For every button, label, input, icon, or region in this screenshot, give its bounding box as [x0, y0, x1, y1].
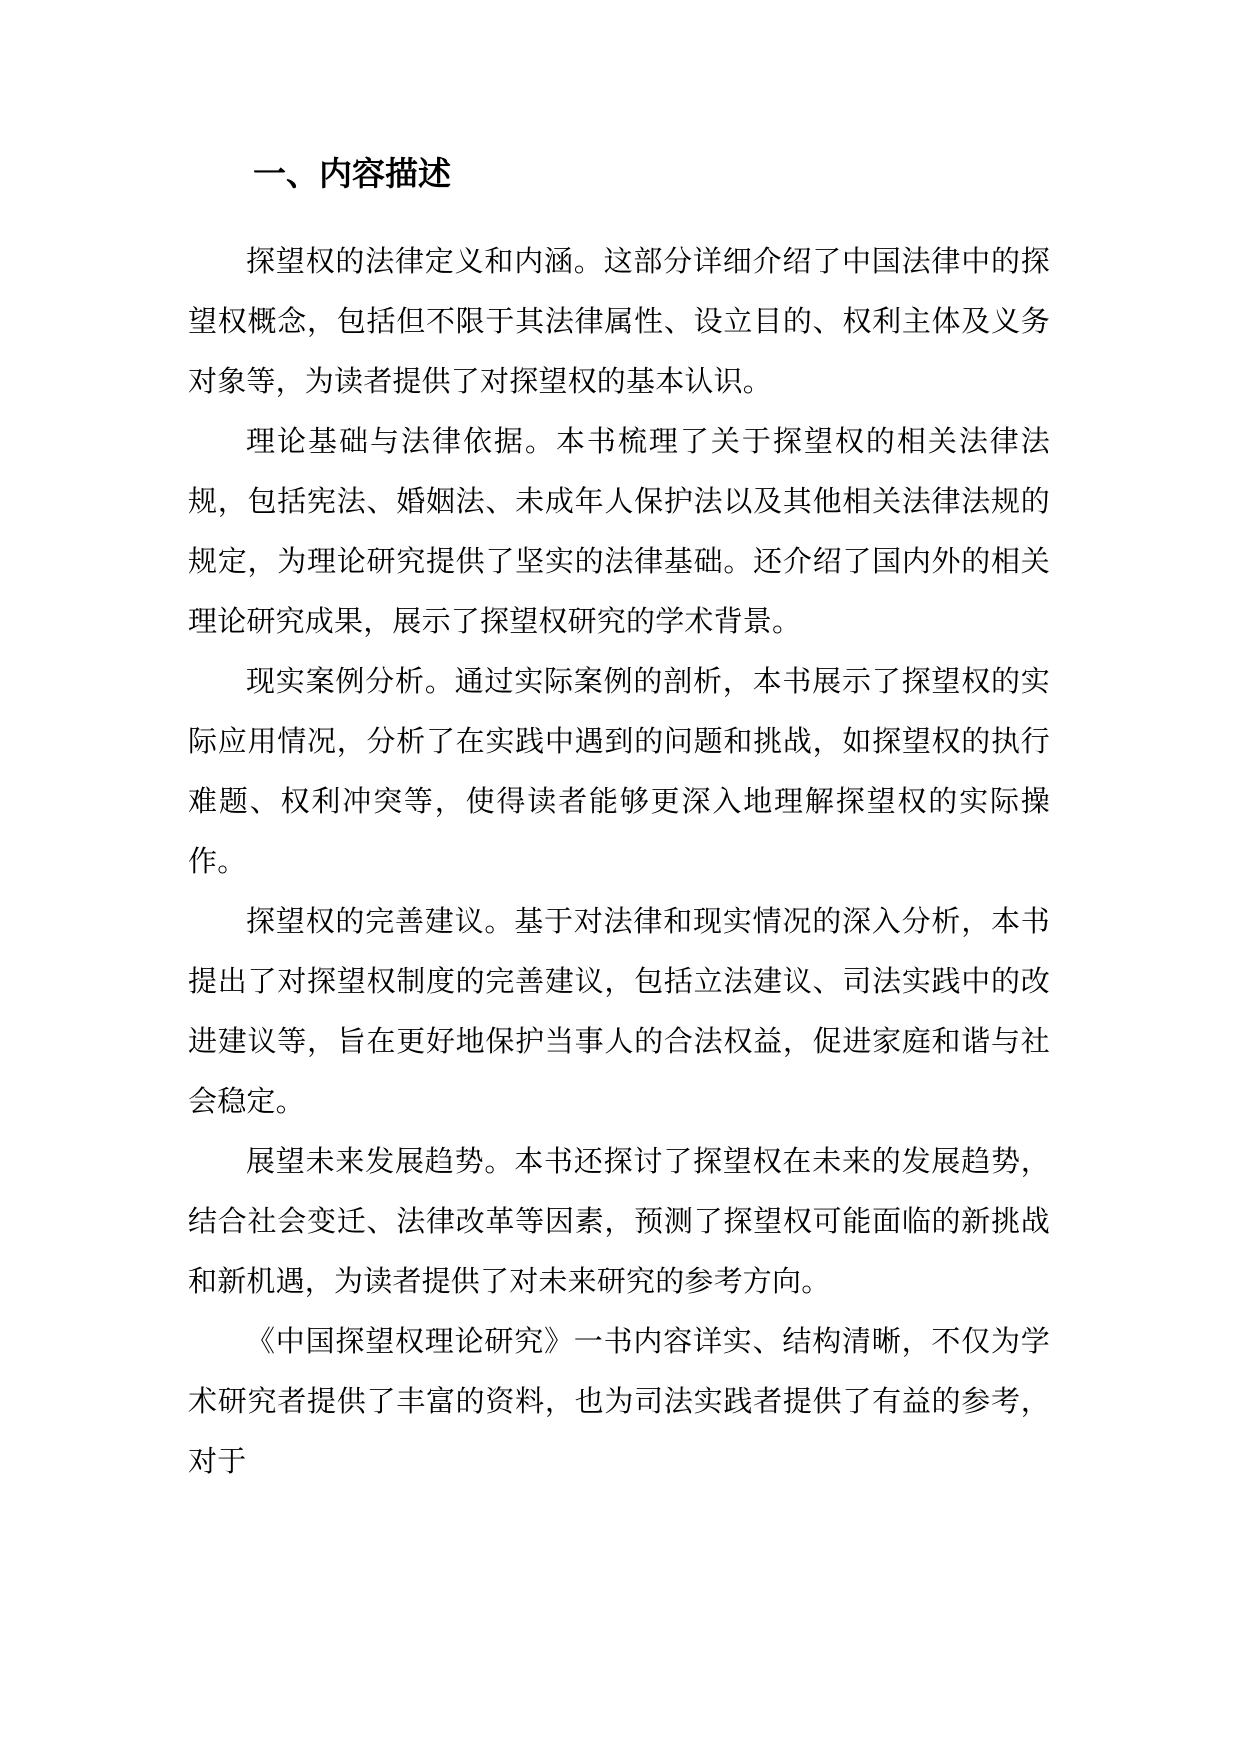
paragraph-legal-definition: 探望权的法律定义和内涵。这部分详细介绍了中国法律中的探望权概念，包括但不限于其法律属性、设立目的、权利主体及义务对象等，为读者提供了对探望权的基本认识。 [188, 244, 1050, 398]
document-body [188, 231, 1050, 1491]
section-heading: 一、内容描述 [253, 154, 451, 193]
paragraph-theoretical-basis: 理论基础与法律依据。本书梳理了关于探望权的相关法律法规，包括宪法、婚姻法、未成年人保护法以及其他相关法律法规的规定，为理论研究提供了坚实的法律基础。还介绍了国内外的相关理论研究成果，展示了探望权研究的学术背景。 [188, 424, 1050, 638]
paragraph-case-analysis: 现实案例分析。通过实际案例的剖析，本书展示了探望权的实际应用情况，分析了在实践中遇到的问题和挑战，如探望权的执行难题、权利冲突等，使得读者能够更深入地理解探望权的实际操作。 [188, 664, 1050, 878]
paragraph-improvement-suggestions: 探望权的完善建议。基于对法律和现实情况的深入分析，本书提出了对探望权制度的完善建议，包括立法建议、司法实践中的改进建议等，旨在更好地保护当事人的合法权益，促进家庭和谐与社会稳定。 [188, 904, 1050, 1118]
paragraph-future-trends: 展望未来发展趋势。本书还探讨了探望权在未来的发展趋势，结合社会变迁、法律改革等因素，预测了探望权可能面临的新挑战和新机遇，为读者提供了对未来研究的参考方向。 [188, 1144, 1050, 1298]
paragraph-book-summary: 《中国探望权理论研究》一书内容详实、结构清晰，不仅为学术研究者提供了丰富的资料，也为司法实践者提供了有益的参考，对于 [188, 1324, 1050, 1478]
